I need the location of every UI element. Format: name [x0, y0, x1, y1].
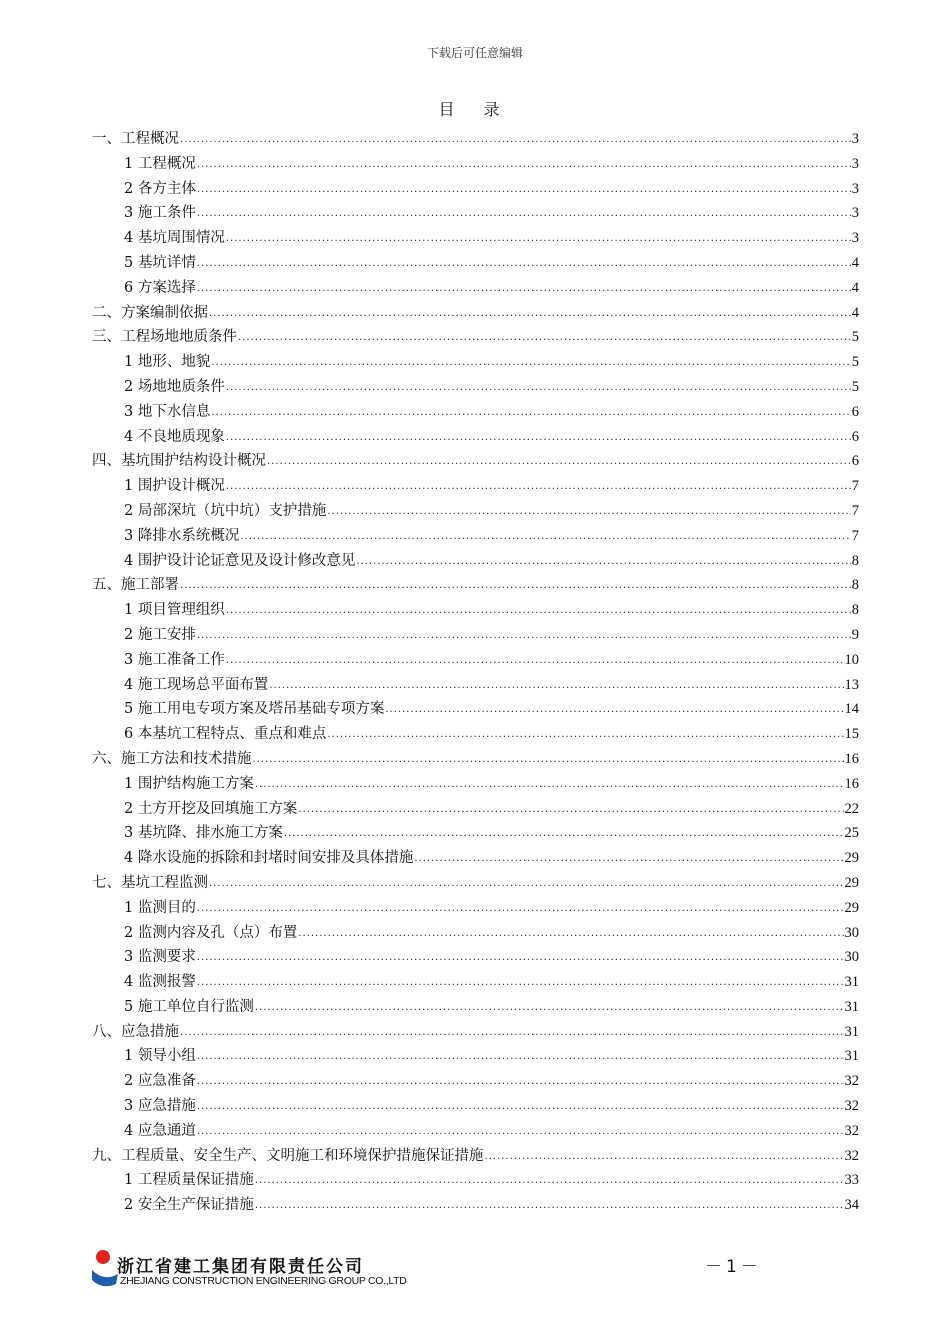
toc-entry-label: 2 各方主体	[124, 180, 196, 197]
toc-entry-page: 3	[851, 131, 859, 147]
toc-entry-label: 2 土方开挖及回填施工方案	[124, 800, 298, 817]
toc-leader-dots	[180, 1021, 844, 1046]
toc-entry-label: 2 应急准备	[124, 1073, 196, 1090]
toc-subsection[interactable]	[92, 177, 859, 202]
toc-leader-dots	[197, 1045, 844, 1070]
toc-entry-page: 3	[851, 230, 859, 247]
toc-section[interactable]	[92, 1144, 859, 1169]
toc-entry-page: 31	[844, 974, 859, 991]
toc-entry-page: 30	[844, 924, 859, 941]
toc-section[interactable]	[92, 127, 859, 152]
toc-subsection[interactable]	[92, 226, 859, 251]
toc-leader-dots	[197, 971, 844, 996]
toc-entry-page: 10	[844, 651, 859, 668]
toc-entry-page: 32	[844, 1098, 859, 1115]
toc-entry-page: 3	[851, 155, 859, 172]
toc-leader-dots	[267, 450, 851, 475]
toc-entry-page: 34	[844, 1197, 859, 1214]
toc-subsection[interactable]	[92, 896, 859, 921]
toc-entry-label: 3 施工准备工作	[124, 651, 225, 668]
toc-subsection[interactable]	[92, 598, 859, 623]
toc-title: 目 录	[438, 100, 512, 119]
toc-entry-label: 5 施工用电专项方案及塔吊基础专项方案	[124, 701, 385, 718]
toc-leader-dots	[238, 326, 851, 351]
toc-section[interactable]	[92, 301, 859, 326]
toc-entry-label: 3 地下水信息	[124, 403, 211, 420]
toc-subsection[interactable]	[92, 1044, 859, 1069]
toc-entry-label: 1 监测目的	[124, 899, 196, 916]
toc-entry-label: 1 围护设计概况	[124, 478, 225, 495]
toc-subsection[interactable]	[92, 1094, 859, 1119]
toc-entry-label: 1 项目管理组织	[124, 602, 225, 619]
company-name-en: ZHEJIANG CONSTRUCTION ENGINEERING GROUP CO.,LTD	[120, 1275, 407, 1287]
toc-leader-dots	[240, 525, 850, 550]
toc-entry-page: 8	[851, 552, 859, 569]
toc-entry-page: 6	[851, 403, 859, 420]
toc-leader-dots	[253, 748, 844, 773]
toc-entry-page: 5	[851, 378, 859, 395]
toc-leader-dots	[197, 1095, 844, 1120]
toc-entry-label: 2 场地地质条件	[124, 378, 225, 395]
toc-entry-label: 2 施工安排	[124, 626, 196, 643]
toc-leader-dots	[255, 1194, 844, 1219]
toc-leader-dots	[197, 277, 851, 302]
toc-entry-label: 1 围护结构施工方案	[124, 775, 254, 792]
toc-entry-page: 3	[851, 205, 859, 222]
toc-entry-page: 6	[851, 428, 859, 445]
toc-subsection[interactable]	[92, 350, 859, 375]
toc-section[interactable]	[92, 747, 859, 772]
toc-leader-dots	[211, 351, 850, 376]
toc-leader-dots	[209, 872, 844, 897]
toc-entry-label: 5 基坑详情	[124, 254, 196, 271]
toc-entry-page: 30	[844, 949, 859, 966]
toc-entry-page: 22	[844, 800, 859, 817]
toc-subsection[interactable]	[92, 623, 859, 648]
toc-subsection[interactable]	[92, 846, 859, 871]
toc-entry-label: 三、工程场地地质条件	[92, 329, 237, 346]
toc-entry-page: 14	[844, 701, 859, 718]
toc-entry-page: 16	[844, 775, 859, 792]
toc-entry-label: 九、工程质量、安全生产、文明施工和环境保护措施保证措施	[92, 1147, 484, 1164]
toc-leader-dots	[226, 426, 851, 451]
toc-entry-page: 4	[851, 254, 859, 271]
toc-entry-label: 4 围护设计论证意见及设计修改意见	[124, 552, 356, 569]
toc-entry-label: 3 监测要求	[124, 949, 196, 966]
toc-subsection[interactable]	[92, 722, 859, 747]
toc-leader-dots	[211, 401, 850, 426]
toc-entry-page: 32	[844, 1147, 859, 1164]
toc-section[interactable]	[92, 325, 859, 350]
toc-leader-dots	[226, 227, 851, 252]
toc-section[interactable]	[92, 1020, 859, 1045]
toc-subsection[interactable]	[92, 1168, 859, 1193]
toc-entry-label: 四、基坑围护结构设计概况	[92, 453, 266, 470]
toc-entry-label: 二、方案编制依据	[92, 304, 208, 321]
toc-subsection[interactable]	[92, 152, 859, 177]
toc-entry-label: 4 监测报警	[124, 974, 196, 991]
toc-leader-dots	[180, 128, 851, 153]
toc-entry-label: 5 施工单位自行监测	[124, 998, 254, 1015]
toc-subsection[interactable]	[92, 945, 859, 970]
toc-subsection[interactable]	[92, 251, 859, 276]
toc-section[interactable]	[92, 871, 859, 896]
toc-leader-dots	[197, 624, 851, 649]
toc-entry-page: 4	[851, 279, 859, 296]
page-number: －1－	[705, 1257, 762, 1277]
toc-entry-page: 7	[851, 527, 859, 544]
toc-leader-dots	[298, 798, 843, 823]
toc-entry-page: 5	[851, 354, 859, 371]
toc-subsection[interactable]	[92, 474, 859, 499]
toc-entry-page: 9	[851, 626, 859, 643]
page-footer	[90, 1248, 770, 1298]
toc-subsection[interactable]	[92, 772, 859, 797]
toc-subsection[interactable]	[92, 1193, 859, 1218]
toc-entry-label: 五、施工部署	[92, 577, 179, 594]
toc-leader-dots	[327, 723, 843, 748]
toc-leader-dots	[180, 574, 851, 599]
toc-entry-label: 3 应急措施	[124, 1098, 196, 1115]
toc-subsection[interactable]	[92, 400, 859, 425]
toc-subsection[interactable]	[92, 995, 859, 1020]
toc-leader-dots	[356, 550, 850, 575]
toc-leader-dots	[197, 1120, 844, 1145]
toc-leader-dots	[298, 922, 843, 947]
toc-entry-label: 2 局部深坑（坑中坑）支护措施	[124, 502, 327, 519]
toc-leader-dots	[485, 1145, 844, 1170]
toc-leader-dots	[197, 897, 844, 922]
toc-entry-label: 2 监测内容及孔（点）布置	[124, 924, 298, 941]
toc-entry-page: 33	[844, 1172, 859, 1189]
toc-subsection[interactable]	[92, 673, 859, 698]
toc-subsection[interactable]	[92, 797, 859, 822]
toc-entry-label: 八、应急措施	[92, 1023, 179, 1040]
toc-entry-page: 7	[851, 478, 859, 495]
toc-subsection[interactable]	[92, 697, 859, 722]
toc-subsection[interactable]	[92, 821, 859, 846]
toc-entry-page: 31	[844, 998, 859, 1015]
toc-entry-page: 4	[851, 304, 859, 321]
toc-section[interactable]	[92, 573, 859, 598]
toc-entry-label: 七、基坑工程监测	[92, 874, 208, 891]
toc-leader-dots	[197, 946, 844, 971]
toc-subsection[interactable]	[92, 524, 859, 549]
toc-subsection[interactable]	[92, 1119, 859, 1144]
toc-entry-label: 3 施工条件	[124, 205, 196, 222]
toc-subsection[interactable]	[92, 921, 859, 946]
toc-leader-dots	[197, 153, 851, 178]
company-logo-icon	[90, 1248, 120, 1292]
toc-entry-label: 1 工程质量保证措施	[124, 1172, 254, 1189]
toc-entry-page: 29	[844, 850, 859, 867]
toc-entry-page: 7	[851, 502, 859, 519]
toc-leader-dots	[255, 773, 844, 798]
toc-leader-dots	[385, 698, 843, 723]
toc-entry-label: 4 不良地质现象	[124, 428, 225, 445]
toc-subsection[interactable]	[92, 1069, 859, 1094]
toc-entry-label: 3 基坑降、排水施工方案	[124, 825, 283, 842]
toc-leader-dots	[197, 252, 851, 277]
toc-leader-dots	[255, 996, 844, 1021]
toc-leader-dots	[226, 376, 851, 401]
toc-entry-page: 8	[851, 577, 859, 594]
toc-entry-page: 13	[844, 676, 859, 693]
toc-entry-label: 1 地形、地貌	[124, 354, 211, 371]
toc-entry-page: 15	[844, 726, 859, 743]
toc-subsection[interactable]	[92, 970, 859, 995]
toc-entry-label: 6 方案选择	[124, 279, 196, 296]
toc-entry-label: 4 应急通道	[124, 1122, 196, 1139]
toc-subsection[interactable]	[92, 276, 859, 301]
toc-entry-page: 5	[851, 329, 859, 346]
toc-leader-dots	[255, 1169, 844, 1194]
toc-section[interactable]	[92, 449, 859, 474]
toc-subsection[interactable]	[92, 375, 859, 400]
toc-entry-label: 六、施工方法和技术措施	[92, 750, 252, 767]
toc-leader-dots	[197, 202, 851, 227]
toc-leader-dots	[226, 649, 844, 674]
toc-entry-page: 3	[851, 180, 859, 197]
toc-leader-dots	[209, 302, 851, 327]
toc-entry-label: 2 安全生产保证措施	[124, 1197, 254, 1214]
toc-entry-page: 31	[844, 1023, 859, 1040]
toc-entry-label: 1 领导小组	[124, 1048, 196, 1065]
table-of-contents	[92, 127, 859, 1218]
toc-entry-page: 29	[844, 899, 859, 916]
toc-subsection[interactable]	[92, 499, 859, 524]
toc-entry-page: 16	[844, 750, 859, 767]
toc-subsection[interactable]	[92, 201, 859, 226]
toc-subsection[interactable]	[92, 648, 859, 673]
toc-entry-label: 3 降排水系统概况	[124, 527, 240, 544]
toc-entry-page: 32	[844, 1122, 859, 1139]
toc-leader-dots	[226, 599, 851, 624]
toc-entry-page: 25	[844, 825, 859, 842]
toc-leader-dots	[197, 1070, 844, 1095]
toc-leader-dots	[284, 822, 844, 847]
toc-leader-dots	[414, 847, 843, 872]
toc-entry-page: 8	[851, 602, 859, 619]
toc-entry-page: 6	[851, 453, 859, 470]
toc-leader-dots	[327, 500, 850, 525]
toc-entry-label: 6 本基坑工程特点、重点和难点	[124, 726, 327, 743]
page-header: 下载后可任意编辑	[426, 46, 523, 60]
toc-leader-dots	[269, 674, 843, 699]
toc-leader-dots	[197, 178, 851, 203]
company-name-cn: 浙江省建工集团有限责任公司	[117, 1257, 364, 1277]
toc-entry-label: 1 工程概况	[124, 155, 196, 172]
toc-entry-label: 4 施工现场总平面布置	[124, 676, 269, 693]
toc-subsection[interactable]	[92, 425, 859, 450]
toc-entry-page: 29	[844, 874, 859, 891]
toc-leader-dots	[226, 475, 851, 500]
toc-entry-label: 4 基坑周围情况	[124, 230, 225, 247]
toc-entry-page: 31	[844, 1048, 859, 1065]
toc-entry-label: 4 降水设施的拆除和封堵时间安排及具体措施	[124, 850, 414, 867]
toc-subsection[interactable]	[92, 549, 859, 574]
toc-entry-page: 32	[844, 1073, 859, 1090]
toc-entry-label: 一、工程概况	[92, 131, 179, 147]
